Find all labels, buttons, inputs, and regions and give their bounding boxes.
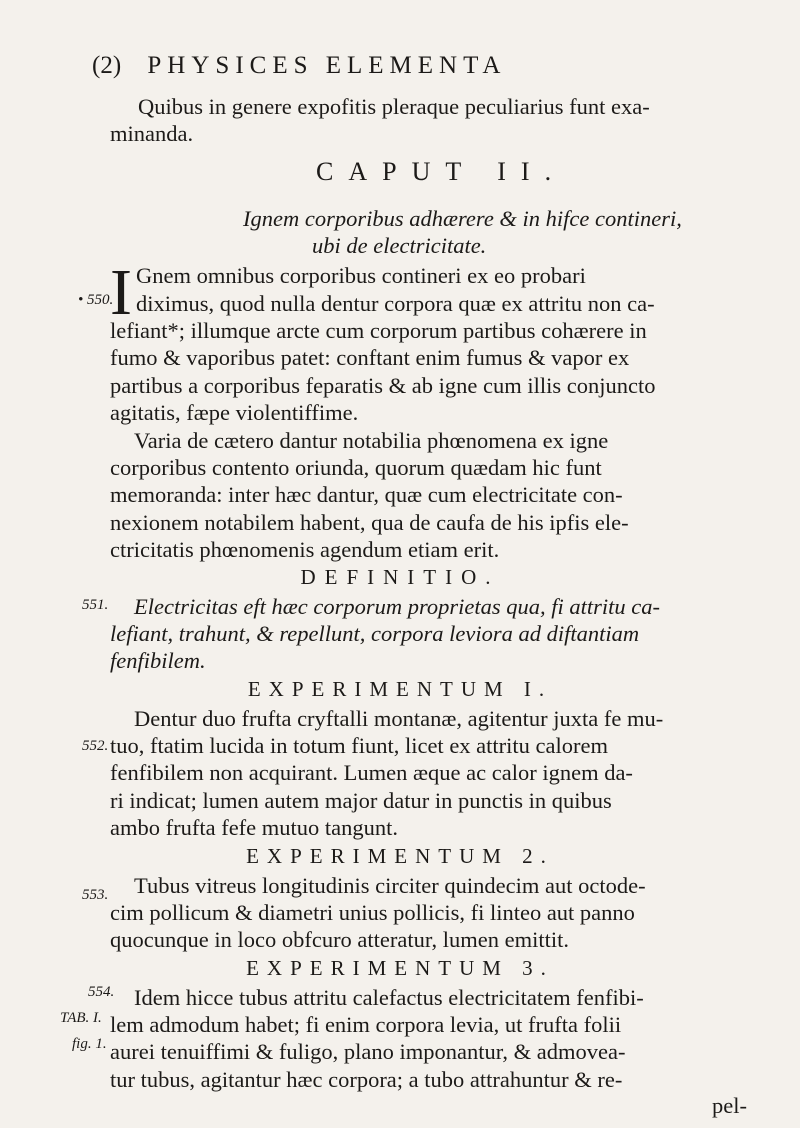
exp2-line-1: Tubus vitreus longitudinis circiter quindecim aut octode- xyxy=(134,873,646,898)
varia-line-4: nexionem notabilem habent, qua de caufa de his ipfis ele- xyxy=(110,510,629,535)
section-550 xyxy=(110,256,770,329)
exp1-line-5: ambo frufta fefe mutuo tangunt. xyxy=(110,815,399,840)
chapter-title-line-1: Ignem corporibus adhærere & in hifce contineri, xyxy=(243,206,682,231)
catchword: pel- xyxy=(712,1093,747,1118)
exp1-line-1: Dentur duo frufta cryftalli montanæ, agitentur juxta fe mu- xyxy=(134,706,664,731)
experimentum-2-heading: EXPERIMENTUM 2. xyxy=(246,844,554,868)
margin-note-554: 554. xyxy=(88,984,115,1000)
definitio-line-1: Electricitas eft hæc corporum proprietas qua, fi attritu ca- xyxy=(134,594,660,619)
margin-note-550: • 550. xyxy=(78,292,114,308)
varia-line-1: Varia de cætero dantur notabilia phœnomena ex igne xyxy=(134,428,609,453)
varia-line-3: memoranda: inter hæc dantur, quæ cum electricitate con- xyxy=(110,482,623,507)
running-header xyxy=(92,52,752,80)
section-550-line-6: agitatis, fæpe violentiffime. xyxy=(110,400,359,425)
exp3-line-3: aurei tenuiffimi & fuligo, plano imponantur, & admovea- xyxy=(110,1039,626,1064)
exp2-line-2: cim pollicum & diametri unius pollicis, fi linteo aut panno xyxy=(110,900,635,925)
definitio-heading: DEFINITIO. xyxy=(300,565,500,589)
exp3-line-4: tur tubus, agitantur hæc corpora; a tubo attrahuntur & re- xyxy=(110,1067,623,1092)
exp1-line-3: fenfibilem non acquirant. Lumen æque ac calor ignem da- xyxy=(110,760,633,785)
experimentum-3-heading: EXPERIMENTUM 3. xyxy=(246,956,554,980)
exp3-line-1: Idem hicce tubus attritu calefactus electricitatem fenfibi- xyxy=(134,985,644,1010)
chapter-heading: CAPUT II. xyxy=(316,157,567,186)
margin-note-tab: TAB. I. xyxy=(60,1010,102,1026)
running-title: PHYSICES ELEMENTA xyxy=(147,52,507,79)
drop-cap: I xyxy=(110,256,132,329)
definitio-line-2: lefiant, trahunt, & repellunt, corpora leviora ad diftantiam xyxy=(110,621,640,646)
exp1-line-4: ri indicat; lumen autem major datur in punctis in quibus xyxy=(110,788,612,813)
section-550-line-3: lefiant*; illumque arcte cum corporum partibus cohærere in xyxy=(110,318,647,343)
section-550-line-4: fumo & vaporibus patet: conftant enim fumus & vapor ex xyxy=(110,345,630,370)
section-550-line-5: partibus a corporibus feparatis & ab igne cum illis conjuncto xyxy=(110,373,656,398)
margin-note-fig: fig. 1. xyxy=(72,1036,107,1052)
margin-note-551: 551. xyxy=(82,597,109,613)
page-number: (2) xyxy=(92,52,122,79)
intro-line-1: Quibus in genere expofitis pleraque peculiarius funt exa- xyxy=(138,94,650,119)
margin-note-552: 552. xyxy=(82,738,109,754)
varia-line-2: corporibus contento oriunda, quorum quædam hic funt xyxy=(110,455,602,480)
section-550-line-1: Gnem omnibus corporibus contineri ex eo probari xyxy=(135,263,586,288)
chapter-title-line-2: ubi de electricitate. xyxy=(312,233,487,258)
varia-line-5: ctricitatis phœnomenis agendum etiam erit. xyxy=(110,537,500,562)
margin-note-553: 553. xyxy=(82,887,109,903)
exp3-line-2: lem admodum habet; fi enim corpora levia, ut frufta folii xyxy=(110,1012,622,1037)
exp1-line-2: tuo, ftatim lucida in totum fiunt, licet ex attritu calorem xyxy=(110,733,608,758)
exp2-line-3: quocunque in loco obfcuro atteratur, lumen emittit. xyxy=(110,927,569,952)
section-550-line-2: diximus, quod nulla dentur corpora quæ ex attritu non ca- xyxy=(135,290,655,316)
definitio-line-3: fenfibilem. xyxy=(110,648,206,673)
intro-line-2: minanda. xyxy=(110,121,194,146)
experimentum-1-heading: EXPERIMENTUM I. xyxy=(247,677,553,701)
